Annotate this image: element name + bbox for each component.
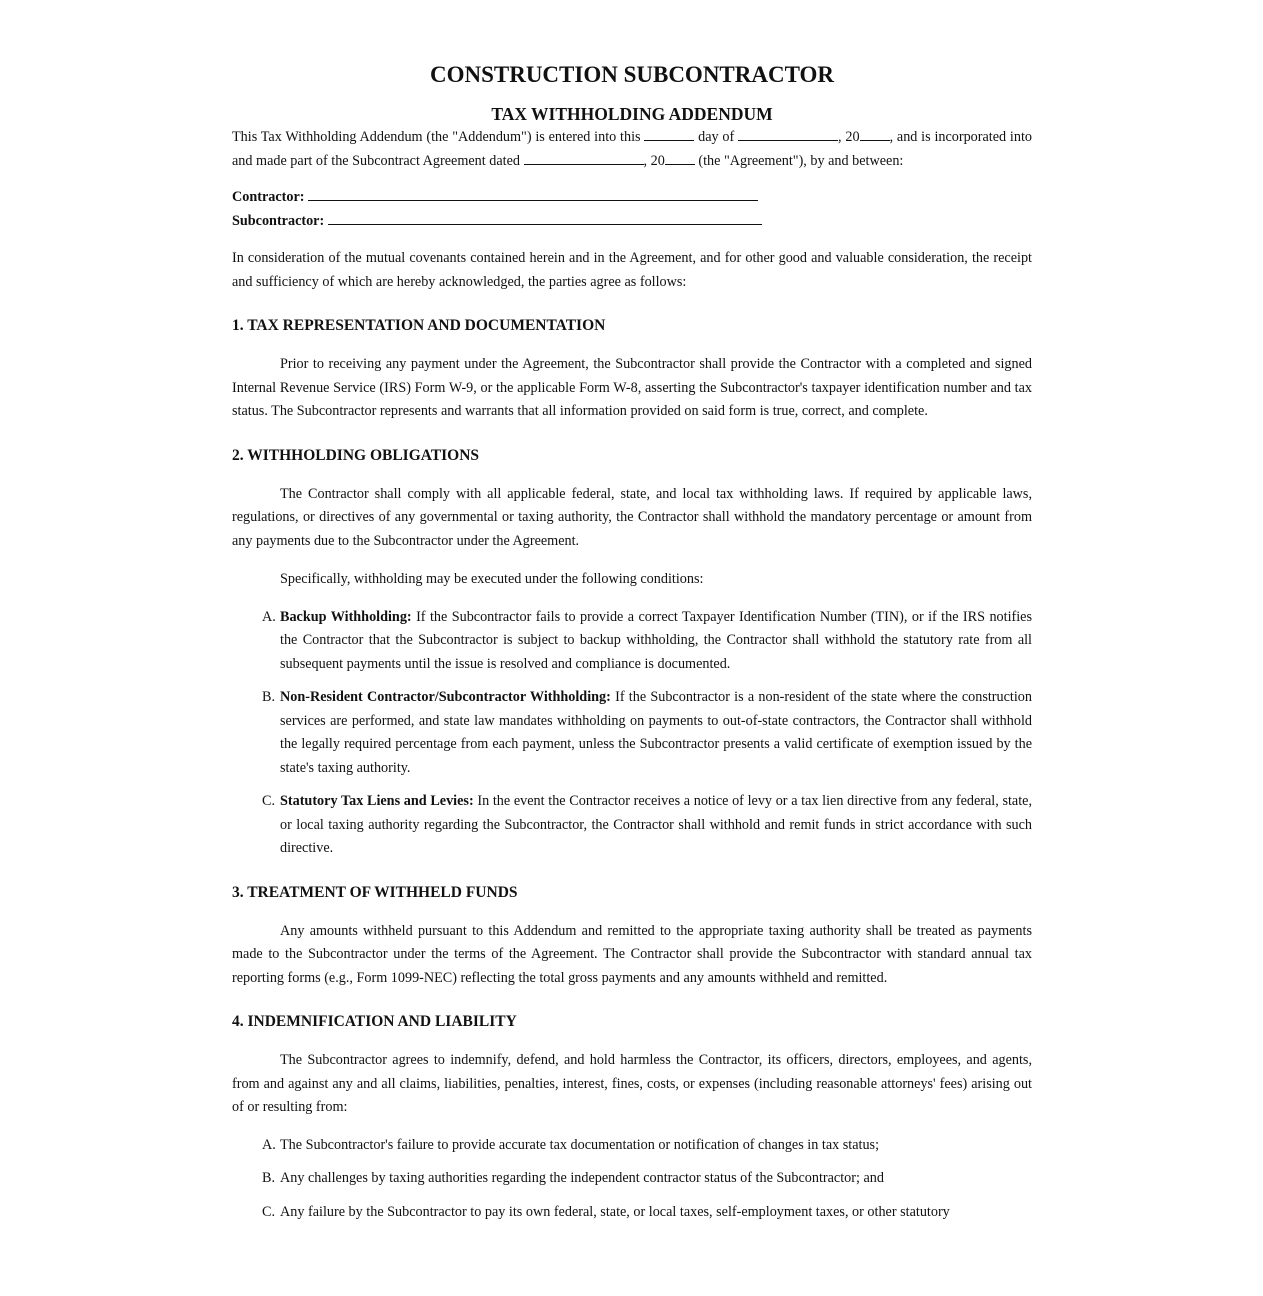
document-title: CONSTRUCTION SUBCONTRACTOR — [429, 62, 835, 87]
list-item-text: Any challenges by taxing authorities regarding the independent contractor status of the Subcontractor; and — [280, 1170, 884, 1186]
section-4-list — [232, 1134, 1032, 1225]
day-blank[interactable] — [644, 126, 694, 141]
section-2-paragraph-2: Specifically, withholding may be executed under the following conditions: — [280, 571, 704, 587]
contractor-name-line[interactable] — [308, 186, 758, 201]
agreement-date-blank[interactable] — [524, 150, 644, 165]
subcontractor-name-line[interactable] — [328, 210, 762, 225]
list-marker: C. — [262, 793, 276, 809]
subcontractor-label: Subcontractor: — [232, 213, 325, 229]
intro-paragraph — [232, 126, 1032, 173]
document-page — [232, 60, 1032, 1234]
agreement-year-blank[interactable] — [665, 150, 695, 165]
contractor-label: Contractor: — [232, 189, 305, 205]
list-item-lead: Non-Resident Contractor/Subcontractor Withholding: — [280, 689, 611, 705]
year-blank[interactable] — [860, 126, 890, 141]
contractor-row — [232, 185, 1032, 209]
document-subtitle: TAX WITHHOLDING ADDENDUM — [491, 104, 773, 124]
list-item-text: In the event the Contractor receives a notice of levy or a tax lien directive from any federal, state, or local taxing authority regarding the Subcontractor, the Contractor shall withhold and remit funds in strict accordance with such directive. — [280, 793, 1033, 856]
list-item-lead: Statutory Tax Liens and Levies: — [280, 793, 474, 809]
section-4-heading: 4. INDEMNIFICATION AND LIABILITY — [232, 1013, 517, 1030]
subcontractor-row — [232, 209, 1032, 233]
section-2-list — [232, 606, 1032, 861]
list-item — [232, 606, 1032, 677]
section-1-paragraph: Prior to receiving any payment under the Agreement, the Subcontractor shall provide the Contractor with a completed and signed Internal Revenue Service (IRS) Form W-9, or the applicable Form W-8, asserting the Subcontractor's taxpayer identification number and tax status. The Subcontractor represents and warrants that all information provided on said form is true, correct, and complete. — [232, 356, 1032, 419]
section-4-paragraph: The Subcontractor agrees to indemnify, defend, and hold harmless the Contractor, its officers, directors, employees, and agents, from and against any and all claims, liabilities, penalties, interest, fines, costs, or expenses (including reasonable attorneys' fees) arising out of or resulting from: — [232, 1052, 1032, 1115]
section-2-paragraph: The Contractor shall comply with all applicable federal, state, and local tax withholding laws. If required by applicable laws, regulations, or directives of any governmental or taxing authority, the Contractor shall withhold the mandatory percentage or amount from any payments due to the Subcontractor under the Agreement. — [232, 485, 1032, 549]
list-item-text: If the Subcontractor is a non-resident of the state where the construction services are performed, and state law mandates withholding on payments to out-of-state contractors, the Contractor shall withhold the legally required percentage from each payment, unless the Subcontractor presents a valid certificate of exemption issued by the state's taxing authority. — [280, 689, 1032, 776]
section-3-heading: 3. TREATMENT OF WITHHELD FUNDS — [232, 883, 518, 901]
section-3-paragraph: Any amounts withheld pursuant to this Addendum and remitted to the appropriate taxing authority shall be treated as payments made to the Subcontractor under the terms of the Agreement. The Contractor shall provide the Subcontractor with standard annual tax reporting forms (e.g., Form 1099-NEC) reflecting the total gross payments and any amounts withheld and remitted. — [232, 922, 1032, 986]
intro-text-3: , 20 — [838, 129, 860, 145]
intro-text-6: (the "Agreement"), by and between: — [694, 152, 904, 169]
list-item — [232, 1134, 1032, 1158]
intro-text-5: , 20 — [643, 152, 665, 169]
section-1-heading: 1. TAX REPRESENTATION AND DOCUMENTATION — [232, 317, 606, 334]
intro-text-2: day of — [698, 129, 735, 145]
list-item-text: If the Subcontractor fails to provide a correct Taxpayer Identification Number (TIN), or if the IRS notifies the Contractor that the Subcontractor is subject to backup withholding, the Contractor shall withhold the statutory rate from all subsequent payments until the issue is resolved and compliance is documented. — [280, 608, 1032, 672]
list-marker: C. — [262, 1203, 276, 1220]
month-blank[interactable] — [738, 126, 838, 141]
intro-text-1: This Tax Withholding Addendum (the "Addendum") is entered into this — [232, 129, 641, 145]
list-marker: A. — [262, 608, 276, 625]
list-item-text: Any failure by the Subcontractor to pay its own federal, state, or local taxes, self-employment taxes, or other statutory — [280, 1203, 950, 1220]
list-marker: B. — [262, 689, 276, 705]
list-item — [232, 1167, 1032, 1191]
list-item — [232, 686, 1032, 780]
list-item — [232, 790, 1032, 861]
consideration-paragraph: In consideration of the mutual covenants contained herein and in the Agreement, and for other good and valuable consideration, the receipt and sufficiency of which are hereby acknowledged, the parties agree as follows: — [232, 250, 1032, 290]
intro-text-4: , and is incorporated into and made part of the Subcontract Agreement dated — [232, 129, 1032, 169]
section-2-heading: 2. WITHHOLDING OBLIGATIONS — [232, 446, 480, 464]
list-marker: A. — [262, 1136, 276, 1153]
list-item-text: The Subcontractor's failure to provide accurate tax documentation or notification of changes in tax status; — [280, 1136, 880, 1153]
parties-block — [232, 185, 1032, 233]
list-item — [232, 1201, 1032, 1225]
list-marker: B. — [262, 1170, 276, 1186]
list-item-lead: Backup Withholding: — [280, 608, 412, 625]
